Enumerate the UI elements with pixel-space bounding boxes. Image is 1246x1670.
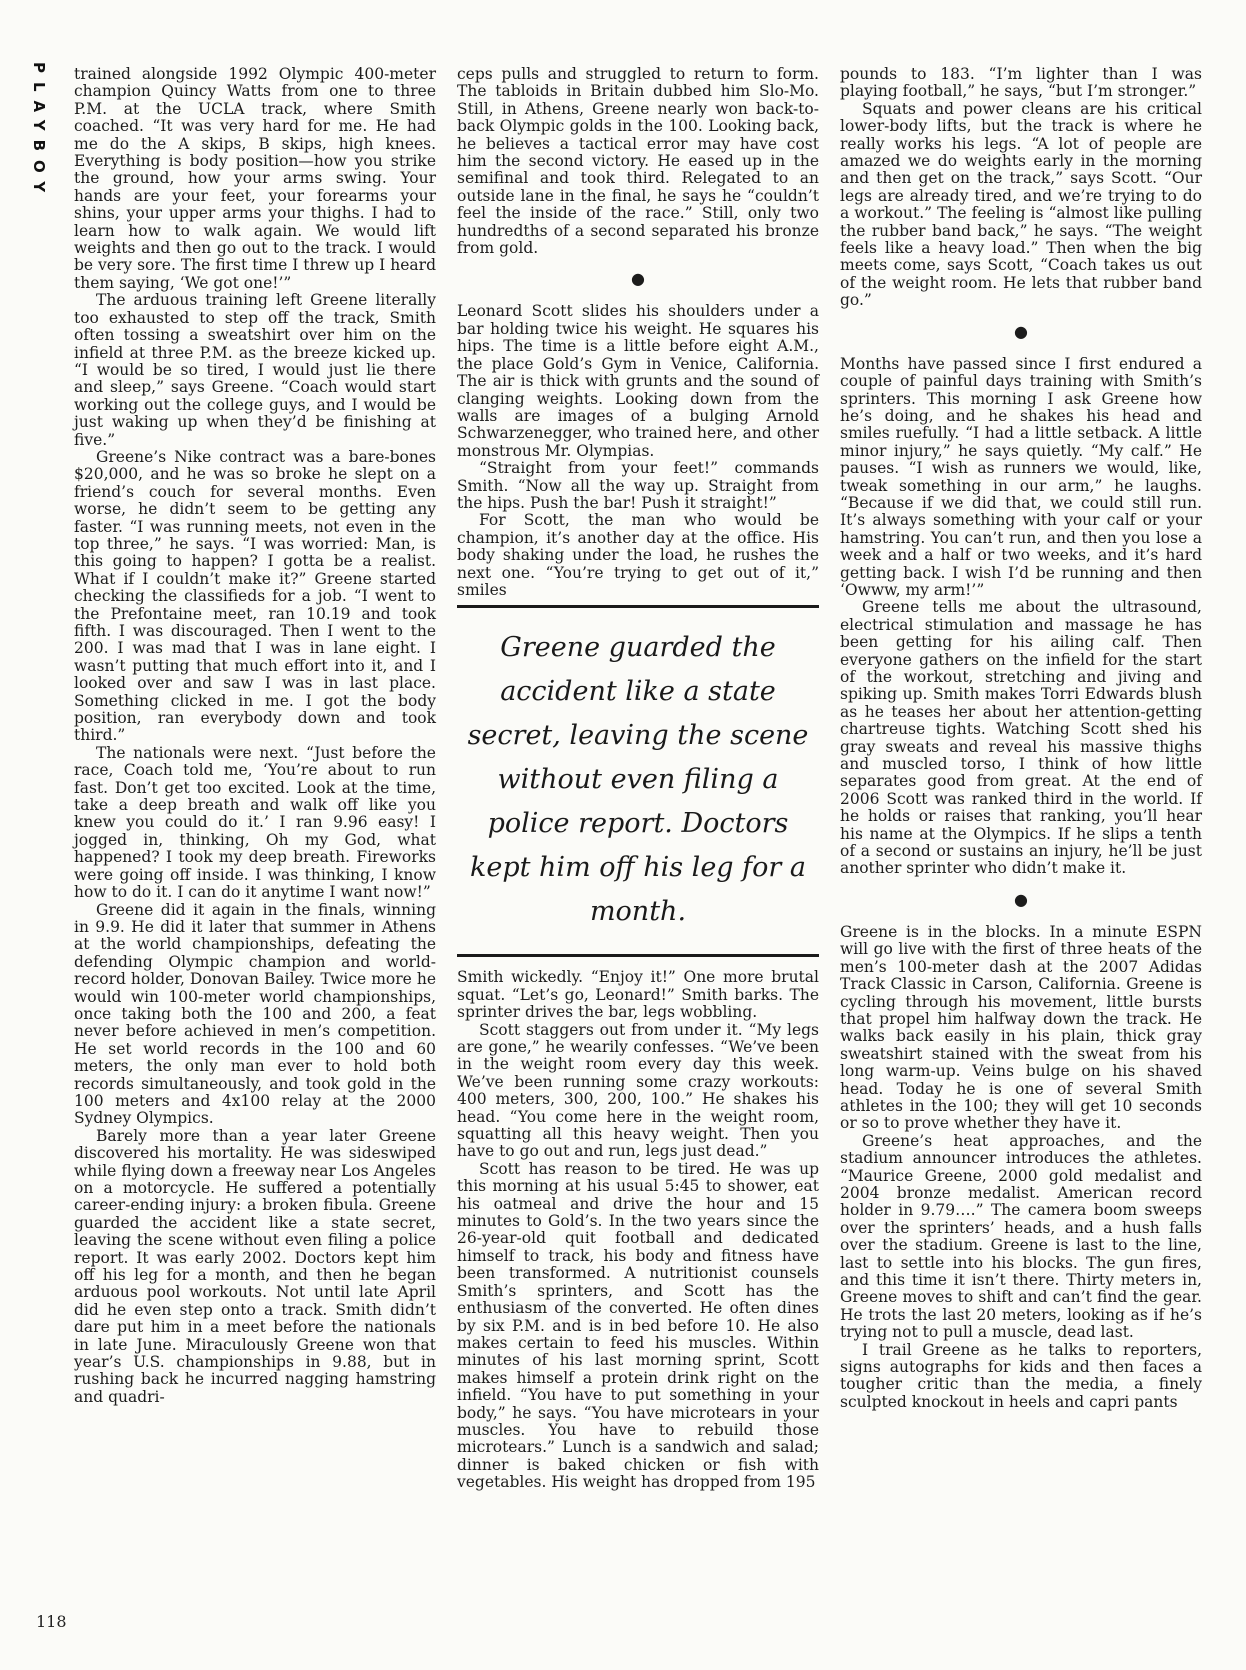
paragraph: Greene is in the blocks. In a minute ESPN will go live with the first of three heats of the men’s 100-meter dash at the 2007 Adidas Track Classic in Carson, California. Greene is cycling through his movement, little bursts that propel him halfway down the track. He walks back easily in his plain, thick gray sweatshirt stained with the sweat from his long warm-up. Veins bulge on his shaved head. Today he is one of several Smith athletes in the 100; they will get 10 seconds or so to prove whether they have it. — [840, 922, 1202, 1133]
paragraph: Scott staggers out from under it. “My legs are gone,” he wearily confesses. “We’ve been in the weight room every day this week. We’ve been running some crazy workouts: 400 meters, 300, 200, 100.” He shakes his head. “You come here in the weight room, squatting all this heavy weight. Then you have to go out and run, legs just dead.” — [457, 1020, 819, 1161]
paragraph: Months have passed since I first endured a couple of painful days training with Smith’s sprinters. This morning I ask Greene how he’s doing, and he shakes his head and smiles ruefully. “I had a little setback. A little minor injury,” he says quietly. “My calf.” He pauses. “I wish as runners we would, like, tweak something in our arm,” he laughs. “Because if we did that, we could still run. It’s always something with your calf or your hamstring. You can’t run, and then you lose a week and a half or two weeks, and it’s hard getting back. I wish I’d be running and then ‘Owww, my arm!’” — [840, 354, 1202, 599]
section-separator: ● — [1014, 889, 1028, 909]
paragraph: “Straight from your feet!” commands Smith. “Now all the way up. Straight from the hips. Push the bar! Push it straight!” — [457, 459, 819, 512]
paragraph: Leonard Scott slides his shoulders under a bar holding twice his weight. He squares his hips. The time is a little before eight A.M., the place Gold’s Gym in Venice, California. The air is thick with grunts and the sound of clanging weights. Looking down from the walls are images of a bulging Arnold Schwarzenegger, who trained here, and other monstrous Mr. Olympias. — [457, 302, 819, 460]
paragraph: pounds to 183. “I’m lighter than I was playing football,” he says, “but I’m stronger.” — [840, 65, 1202, 101]
paragraph: Greene’s Nike contract was a bare-bones $20,000, and he was so broke he slept on a friend’s couch for several months. Even worse, he didn’t seem to be getting any faster. “I was running meets, not even in the top three,” he says. “I was worried: Man, is this going to happen? I gotta be a realist. What if I couldn’t make it?” Greene started checking the classifieds for a job. “I went to the Prefontaine meet, ran 10.19 and took fifth. I was discouraged. Then I went to the 200. I was mad that I was in lane eight. I wasn’t putting that much effort into it, and I looked over and saw I was in last place. Something clicked in me. I got the body position, ran everybody down and took third.” — [74, 447, 436, 745]
article-column-2 — [457, 66, 819, 1634]
paragraph: The arduous training left Greene literally too exhausted to step off the track, Smith often tossing a sweatshirt over him on the infield at three P.M. as the breeze kicked up. “I would be so tired, I would just lie there and sleep,” says Greene. “Coach would start working out the college guys, and I would be just waking up when they’d be finishing at five.” — [74, 291, 436, 449]
article-column-3 — [840, 66, 1202, 1634]
paragraph: The nationals were next. “Just before the race, Coach told me, ‘You’re about to run fast. Don’t get too excited. Look at the time, take a deep breath and walk off like you knew you could do it.’ I ran 9.96 easy! I jogged in, thinking, Oh my God, what happened? I took my deep breath. Fireworks were going off inside. I was thinking, I know how to do it. I can do it anytime I want now!” — [74, 743, 436, 902]
magazine-name: PLAYBOY — [30, 62, 48, 202]
paragraph: trained alongside 1992 Olympic 400-meter champion Quincy Watts from one to three P.M. at the UCLA track, where Smith coached. “It was very hard for me. He had me do the A skips, B skips, high knees. Everything is body position—how you strike the ground, how your arms swing. Your hands are your feet, your forearms your shins, your upper arms your thighs. I had to learn how to walk again. We would lift weights and then go out to the track. I would be very sore. The first time I threw up I heard them saying, ‘We got one!’” — [74, 65, 436, 292]
paragraph: Smith wickedly. “Enjoy it!” One more brutal squat. “Let’s go, Leonard!” Smith barks. The sprinter drives the bar, legs wobbling. — [457, 968, 819, 1022]
paragraph: Barely more than a year later Greene discovered his mortality. He was sideswiped while flying down a freeway near Los Angeles on a motorcycle. He suffered a potentially career-ending injury: a broken fibula. Greene guarded the accident like a state secret, leaving the scene without even filing a police report. It was early 2002. Doctors kept him off his leg for a month, and then he began arduous pool workouts. Not until late April did he even step onto a track. Smith didn’t dare put him in a meet before the nationals in late June. Miraculously Greene won that year’s U.S. championships in 9.88, but in rushing back he incurred nagging hamstring and quadri- — [74, 1126, 436, 1406]
paragraph: I trail Greene as he talks to reporters, signs autographs for kids and then faces a tougher critic than the media, a finely sculpted knockout in heels and capri pants — [840, 1340, 1202, 1411]
paragraph: ceps pulls and struggled to return to form. The tabloids in Britain dubbed him Slo-Mo. Still, in Athens, Greene nearly won back-to-back Olympic golds in the 100. Looking back, he believes a tactical error may have cost him the second victory. He eased up in the semifinal and took third. Relegated to an outside lane in the final, he says he “couldn’t feel the inside of the race.” Still, only two hundredths of a second separated his bronze from gold. — [457, 65, 819, 258]
paragraph: Greene tells me about the ultrasound, electrical stimulation and massage he has been getting for his ailing calf. Then everyone gathers on the infield for the start of the workout, stretching and jiving and spiking up. Smith makes Torri Edwards blush as he teases her about her attention-getting chartreuse tights. Watching Scott shed his gray sweats and reveal his massive thighs and muscled torso, I think of how little separates good from great. At the end of 2006 Scott was ranked third in the world. If he holds or raises that ranking, you’ll hear his name at the Olympics. If he slips a tenth of a second or sustains an injury, he’ll be just another sprinter who didn’t make it. — [840, 598, 1202, 878]
page-number: 118 — [36, 1612, 67, 1631]
section-separator: ● — [631, 269, 645, 289]
paragraph: Scott has reason to be tired. He was up this morning at his usual 5:45 to shower, eat his oatmeal and drive the hour and 15 minutes to Gold’s. In the two years since the 26-year-old quit football and dedicated himself to track, his body and fitness have been transformed. A nutritionist counsels Smith’s sprinters, and Scott has the enthusiasm of the converted. He often dines by six P.M. and is in bed before 10. He also makes certain to feed his muscles. Within minutes of his last morning sprint, Scott makes himself a protein drink right on the infield. “You have to put something in your body,” he says. “You have microtears in your muscles. You have to rebuild those microtears.” Lunch is a sandwich and salad; dinner is baked chicken or fish with vegetables. His weight has dropped from 195 — [457, 1159, 819, 1492]
paragraph: Greene did it again in the finals, winning in 9.9. He did it later that summer in Athens at the world championships, defeating the defending Olympic champion and world-record holder, Donovan Bailey. Twice more he would win 100-meter world championships, once taking both the 100 and 200, a feat never before achieved in men’s competition. He set world records in the 100 and 60 meters, the only man ever to hold both records simultaneously, and took gold in the 100 meters and 4x100 relay at the 2000 Sydney Olympics. — [74, 900, 436, 1128]
article-column-1 — [74, 66, 436, 1634]
pull-quote: Greene guarded the accident like a state secret, leaving the scene without even filing a police report. Doctors kept him off his leg for a month. — [457, 605, 819, 957]
paragraph: For Scott, the man who would be champion, it’s another day at the office. His body shaking under the load, he rushes the next one. “You’re trying to get out of it,” smiles — [457, 511, 819, 599]
paragraph: Squats and power cleans are his critical lower-body lifts, but the track is where he really works his legs. “A lot of people are amazed we do weights early in the morning and then get on the track,” says Scott. “Our legs are already tired, and we’re trying to do a workout.” The feeling is “almost like pulling the rubber band back,” he says. “The weight feels like a heavy load.” Then when the big meets come, says Scott, “Coach takes us out of the weight room. He lets that rubber band go.” — [840, 99, 1202, 310]
section-separator: ● — [1014, 321, 1028, 341]
paragraph: Greene’s heat approaches, and the stadium announcer introduces the athletes. “Maurice Greene, 2000 gold medalist and 2004 bronze medalist. American record holder in 9.79….” The camera boom sweeps over the sprinters’ heads, and a hush falls over the stadium. Greene is last to the line, last to settle into his blocks. The gun fires, and this time it isn’t there. Thirty meters in, Greene moves to shift and can’t find the gear. He trots the last 20 meters, looking as if he’s trying not to pull a muscle, dead last. — [840, 1131, 1202, 1342]
